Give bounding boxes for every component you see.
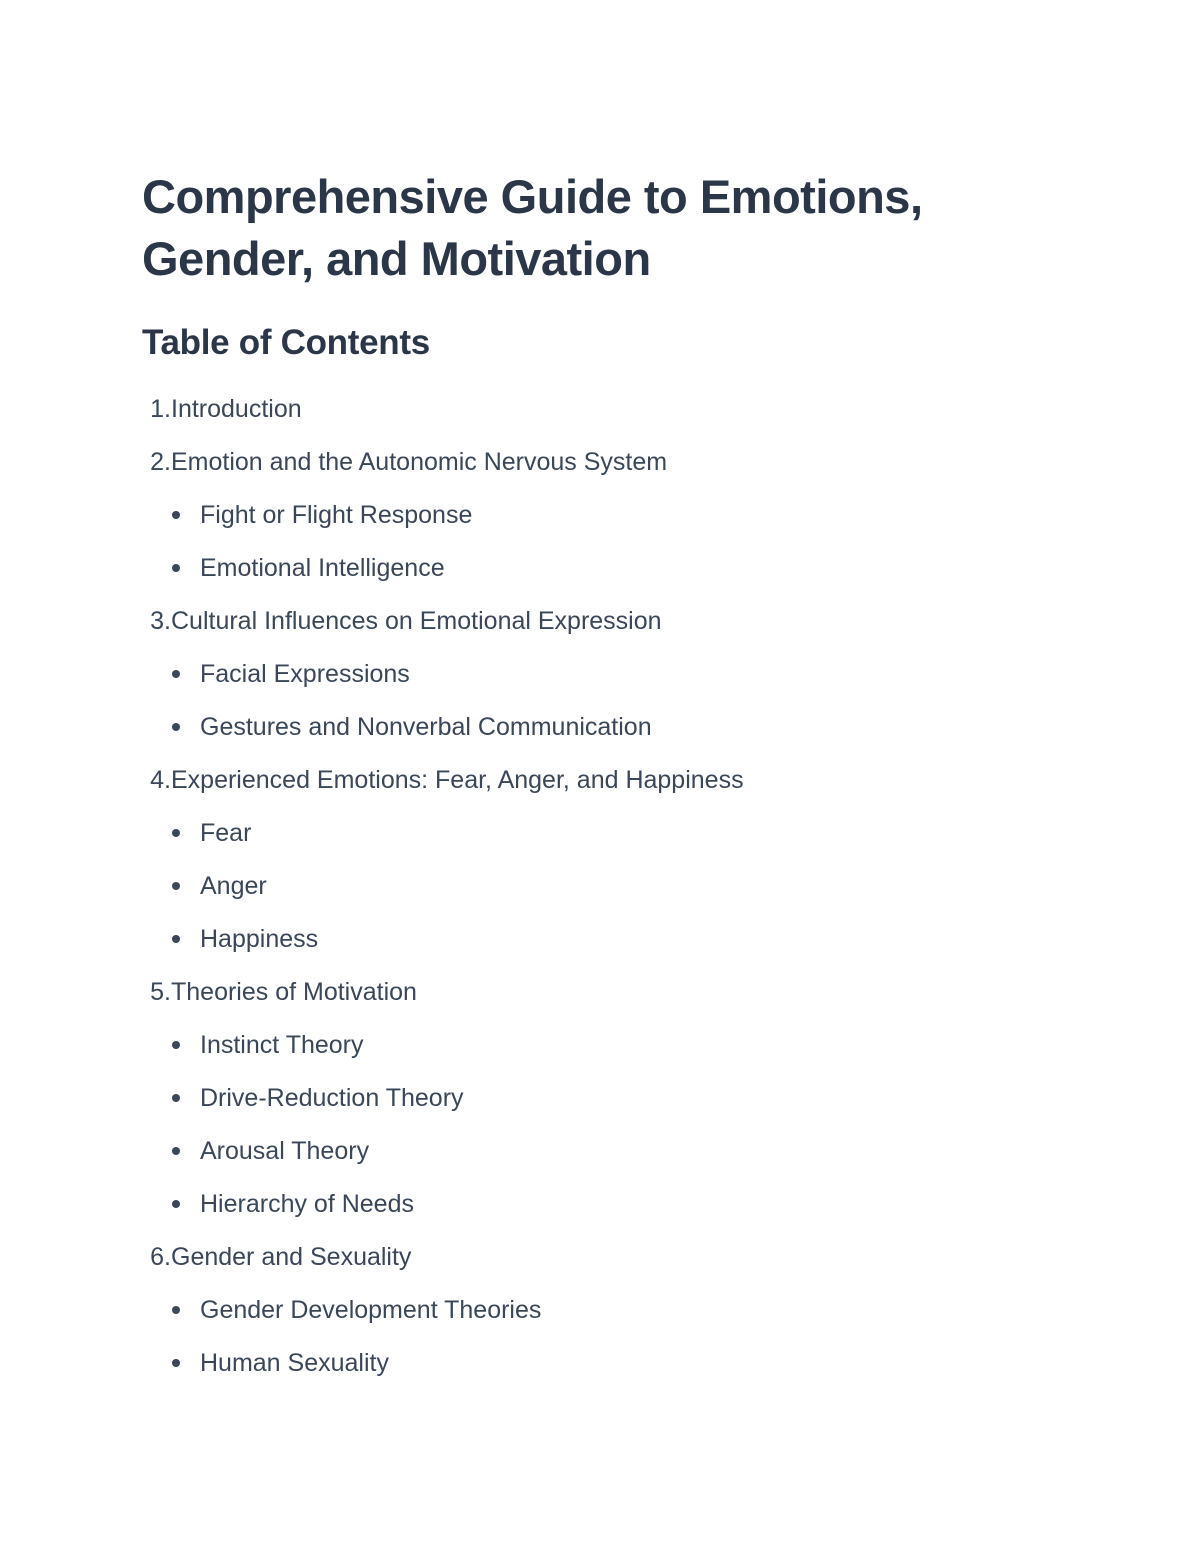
toc-entry-number: 1. xyxy=(150,395,171,423)
toc-entry-label: Introduction xyxy=(171,395,302,423)
toc-subitem xyxy=(142,1189,1042,1242)
toc-subitem-label: Fear xyxy=(200,819,252,847)
bullet-icon xyxy=(172,1094,180,1102)
toc-subitem-label: Instinct Theory xyxy=(200,1031,364,1059)
toc-entry-label: Emotion and the Autonomic Nervous System xyxy=(171,448,668,476)
toc-entry-cultural-influences xyxy=(142,606,1042,765)
table-of-contents xyxy=(142,394,1042,1401)
bullet-icon xyxy=(172,1359,180,1367)
toc-subitem-label: Hierarchy of Needs xyxy=(200,1190,414,1218)
toc-subitem-label: Gender Development Theories xyxy=(200,1296,542,1324)
toc-entry-gender-and-sexuality xyxy=(142,1242,1042,1401)
bullet-icon xyxy=(172,511,180,519)
toc-subitem-label: Facial Expressions xyxy=(200,660,410,688)
bullet-icon xyxy=(172,1306,180,1314)
toc-entry-line xyxy=(142,765,1042,818)
toc-subitem xyxy=(142,553,1042,606)
bullet-icon xyxy=(172,1041,180,1049)
toc-subitem-label: Fight or Flight Response xyxy=(200,501,473,529)
bullet-icon xyxy=(172,670,180,678)
toc-subitem xyxy=(142,1136,1042,1189)
toc-entry-theories-of-motivation xyxy=(142,977,1042,1242)
toc-entry-number: 3. xyxy=(150,607,171,635)
toc-subitem-label: Happiness xyxy=(200,925,319,953)
toc-entry-line xyxy=(142,606,1042,659)
document-title-line-2: Gender, and Motivation xyxy=(142,232,651,285)
toc-entry-line xyxy=(142,447,1042,500)
toc-sublist xyxy=(142,1030,1042,1242)
toc-subitem xyxy=(142,1030,1042,1083)
toc-entry-number: 6. xyxy=(150,1243,171,1271)
toc-entry-line xyxy=(142,1242,1042,1295)
toc-entry-number: 2. xyxy=(150,448,171,476)
document-title xyxy=(142,166,1042,290)
bullet-icon xyxy=(172,564,180,572)
bullet-icon xyxy=(172,935,180,943)
toc-entry-label: Cultural Influences on Emotional Expression xyxy=(171,607,662,635)
toc-sublist xyxy=(142,659,1042,765)
toc-entry-line xyxy=(142,394,1042,447)
bullet-icon xyxy=(172,882,180,890)
bullet-icon xyxy=(172,1200,180,1208)
toc-entry-number: 5. xyxy=(150,978,171,1006)
toc-entry-label: Theories of Motivation xyxy=(171,978,417,1006)
bullet-icon xyxy=(172,723,180,731)
toc-subitem-label: Gestures and Nonverbal Communication xyxy=(200,713,652,741)
toc-entry-introduction xyxy=(142,394,1042,447)
document-title-line-1: Comprehensive Guide to Emotions, xyxy=(142,170,923,223)
toc-subitem-label: Human Sexuality xyxy=(200,1349,389,1377)
toc-entry-emotion-ans xyxy=(142,447,1042,606)
toc-subitem xyxy=(142,924,1042,977)
toc-subitem xyxy=(142,1348,1042,1401)
toc-subitem xyxy=(142,871,1042,924)
toc-subitem-label: Anger xyxy=(200,872,267,900)
toc-entry-label: Experienced Emotions: Fear, Anger, and Happiness xyxy=(171,766,744,794)
bullet-icon xyxy=(172,1147,180,1155)
toc-sublist xyxy=(142,1295,1042,1401)
document-page xyxy=(142,166,1042,1401)
toc-entry-number: 4. xyxy=(150,766,171,794)
toc-subitem xyxy=(142,1083,1042,1136)
toc-subitem xyxy=(142,500,1042,553)
toc-subitem xyxy=(142,659,1042,712)
toc-subitem-label: Emotional Intelligence xyxy=(200,554,445,582)
toc-entry-line xyxy=(142,977,1042,1030)
toc-subitem xyxy=(142,712,1042,765)
toc-entry-label: Gender and Sexuality xyxy=(171,1243,412,1271)
toc-subitem-label: Arousal Theory xyxy=(200,1137,370,1165)
toc-subitem xyxy=(142,1295,1042,1348)
toc-entry-experienced-emotions xyxy=(142,765,1042,977)
bullet-icon xyxy=(172,829,180,837)
toc-heading: Table of Contents xyxy=(142,323,430,362)
toc-subitem-label: Drive-Reduction Theory xyxy=(200,1084,464,1112)
toc-sublist xyxy=(142,500,1042,606)
toc-sublist xyxy=(142,818,1042,977)
toc-subitem xyxy=(142,818,1042,871)
